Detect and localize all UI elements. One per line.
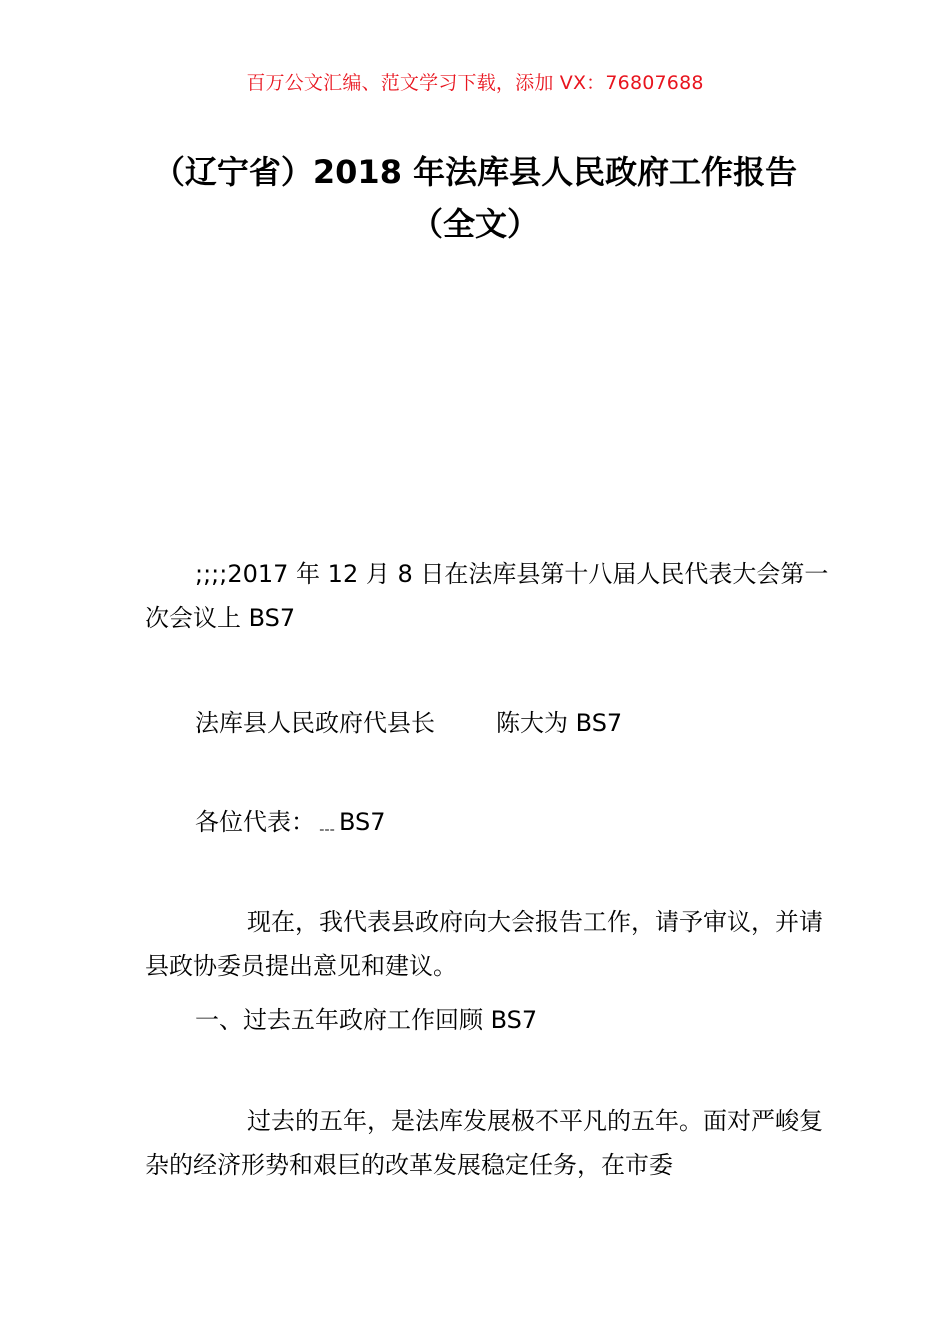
section-heading: 一、过去五年政府工作回顾 BS7 [195,1006,538,1034]
header-banner: 百万公文汇编、范文学习下载，添加 VX：76807688 [246,72,704,94]
salutation: 各位代表：﹍BS7 [195,808,386,836]
body-paragraph: 过去的五年，是法库发展极不平凡的五年。面对严峻复杂的经济形势和艰巨的改革发展稳定任务，在市委 [145,1107,823,1179]
document-title: （辽宁省）2018 年法库县人民政府工作报告（全文） [152,153,798,243]
speaker-line: 法库县人民政府代县长 陈大为 BS7 [195,709,623,737]
meeting-line: ;;;;2017 年 12 月 8 日在法库县第十八届人民代表大会第一次会议上 BS7 [145,560,829,632]
intro-paragraph: 现在，我代表县政府向大会报告工作，请予审议，并请县政协委员提出意见和建议。 [145,908,823,980]
